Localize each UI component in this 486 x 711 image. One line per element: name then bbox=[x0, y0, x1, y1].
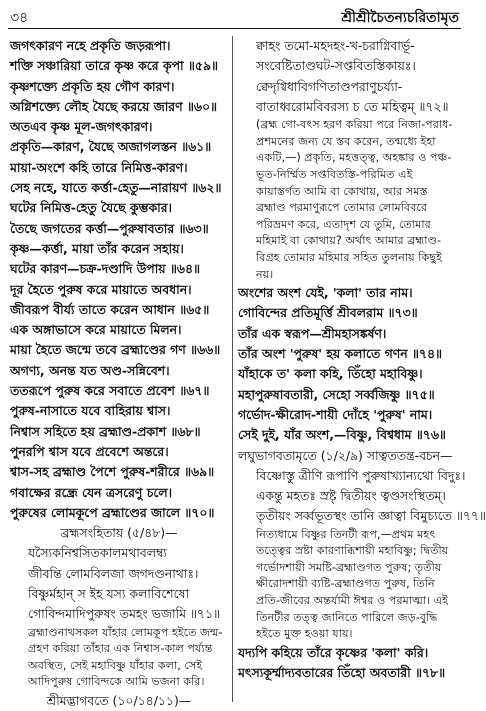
verse-line: তাঁর এক স্বরূপ—শ্রীমহাসঙ্কর্ষণ। bbox=[238, 325, 387, 341]
commentary-paragraph: ব্রহ্মাণ্ডনাথসকল যাঁহার লোমকূপ হইতে জন্ম-গ্রহণ করিয়া তাঁহার এক নিশ্বাস-কাল পর্য্যন্ত অবস্থিত, সেই মহাবিষ্ণু যাঁহার কলা, সেই আদিপুরুষ গোবিন্দকে আমি ভজনা করি। bbox=[28, 625, 223, 689]
verse-line: অগ্নিশক্ত্যে লৌহ যৈছে করয়ে জারণ ॥৬০॥ bbox=[10, 98, 218, 114]
quotation-line: তৃতীয়ং সর্ব্বভূতস্থং তানি জ্ঞাত্বা বিমুচ্যতে ॥৭৭॥ bbox=[256, 508, 486, 524]
verse-line: কৃষ্ণ—কর্ত্তা, মায়া তাঁর করেন সহায়। bbox=[10, 240, 184, 256]
verse-line: অংশের অংশ যেই, 'কলা' তার নাম। bbox=[238, 285, 413, 301]
verse-line: পুনরপি শ্বাস যবে প্রবেশে অন্তরে। bbox=[10, 443, 169, 459]
verse-line: সেই দুই, যাঁর অংশ,—বিষ্ণু, বিশ্বধাম ॥৭৬॥ bbox=[238, 427, 446, 443]
column-divider bbox=[232, 36, 233, 702]
verse-line: সেহ নহে, যাতে কর্ত্তা-হেতু—নারায়ণ ॥৬২॥ bbox=[10, 180, 222, 196]
quotation-line: যস্যৈকনিশ্বসিতকালমথাবলম্ব্য bbox=[28, 545, 167, 561]
verse-line: শ্বাস-সহ ব্রহ্মাণ্ড পৈশে পুরুষ-শরীরে ॥৬৯॥ bbox=[10, 464, 215, 480]
quotation-line: জীবন্তি লোমবিলজা জগদণ্ডনাথাঃ। bbox=[28, 565, 199, 581]
page-number: ৩৪ bbox=[10, 10, 29, 26]
verse-line: ঘটের নিমিত্ত-হেতু যৈছে কুম্ভকার। bbox=[10, 200, 172, 216]
verse-line: ঘটের কারণ—চক্র-দণ্ডাদি উপায় ॥৬৪॥ bbox=[10, 261, 201, 277]
verse-line: মহাপুরুষাবতারী, সেহো সর্ব্বজিষ্ণু ॥৭৫॥ bbox=[238, 386, 435, 402]
verse-line: নিশ্বাস সহিতে হয় ব্রহ্মাণ্ড-প্রকাশ ॥৬৮॥ bbox=[10, 423, 201, 439]
verse-line: যদ্যপি কহিয়ে তাঁরে কৃষ্ণের 'কলা' করি। bbox=[238, 644, 429, 660]
verse-line: দূর হৈতে পুরুষ করে মায়াতে অবধান। bbox=[10, 281, 192, 297]
verse-line: মৎস্যকূর্ম্মাদ্যবতারের তিঁহো অবতারী ॥৭৮॥ bbox=[238, 665, 446, 681]
verse-line: পুরুষ-নাসাতে যবে বাহিরায় শ্বাস। bbox=[10, 403, 171, 419]
verse-line: পুরুষের লোমকূপে ব্রহ্মাণ্ডের জালে ॥৭০॥ bbox=[10, 504, 215, 520]
header-rule bbox=[8, 28, 461, 29]
verse-line: ততরূপে পুরুষ করে সবাতে প্রবেশ ॥৬৭॥ bbox=[10, 383, 210, 399]
verse-line: জগৎকারণ নহে প্রকৃতি জড়রূপা। bbox=[10, 38, 171, 53]
verse-line: গর্ভোদ-ক্ষীরোদ-শায়ী দোঁহে 'পুরুষ' নাম। bbox=[238, 406, 433, 422]
verse-line: প্রকৃতি—কারণ, যৈছে অজাগলস্তন ॥৬১॥ bbox=[10, 139, 212, 155]
quotation-line: বিষ্ণুর্মহান্ স ইহ যস্য কলাবিশেষো bbox=[28, 586, 190, 602]
verse-line: শক্তি সঞ্চারিয়া তারে কৃষ্ণ করে কৃপা ॥৫৯॥ bbox=[10, 58, 219, 74]
quotation-line: বাতাধ্বরোমবিবরস্য চ তে মহিত্বম্ ॥৭২॥ bbox=[256, 98, 449, 114]
verse-line: জীবরূপ বীর্য্য তাতে করেন আধান ॥৬৫॥ bbox=[10, 301, 210, 317]
verse-line: গোবিন্দের প্রতিমূর্ত্তি শ্রীবলরাম ॥৭৩॥ bbox=[238, 305, 418, 321]
verse-line: তৈছে জগতের কর্ত্তা—পুরুষাবতার ॥৬৩॥ bbox=[10, 220, 209, 236]
running-title: শ্রীশ্রীচৈতন্যচরিতামৃত bbox=[341, 10, 459, 26]
left-column bbox=[10, 36, 228, 711]
quotation-line: গোবিন্দমাদিপুরুষং তমহং ভজামি ॥৭১॥ bbox=[28, 606, 221, 622]
verse-line: যাঁহাকে ত' কলা কহি, তিঁহো মহাবিষ্ণু। bbox=[238, 366, 423, 382]
verse-line: কৃষ্ণশক্ত্যে প্রকৃতি হয় গৌণ কারণ। bbox=[10, 78, 175, 94]
quotation-line: ক্বাহং তমো-মহদহং-খ-চরাগ্নিবার্ভূ- bbox=[256, 38, 415, 53]
verse-line: মায়া হৈতে জন্মে তবে ব্রহ্মাণ্ডের গণ ॥৬৬॥ bbox=[10, 342, 221, 358]
verse-line: অতএব কৃষ্ণ মূল-জগৎকারণ। bbox=[10, 119, 153, 135]
right-column bbox=[238, 36, 486, 683]
verse-line: গবাক্ষের রন্ধ্রে যেন ত্রসরেণু চলে। bbox=[10, 484, 173, 500]
verse-line: তাঁর অংশ 'পুরুষ' হয় কলাতে গণন ॥৭৪॥ bbox=[238, 346, 443, 362]
quotation-line: ব্রহ্মসংহিতায় (৫/৪৮)— bbox=[60, 525, 178, 541]
quotation-line: বিষ্ণোস্তু ত্রীণি রূপাণি পুরুষাখ্যান্যথো বিদুঃ। bbox=[256, 467, 466, 483]
verse-line: মায়া-অংশে কহি তারে নিমিত্ত-কারণ। bbox=[10, 159, 188, 175]
quotation-line: ক্বেদৃগ্বিধাবিগণিতাণ্ডপরাণুচর্য্যা- bbox=[256, 78, 403, 94]
verse-line: এক অঙ্গাভাসে করে মায়াতে মিলন। bbox=[10, 322, 182, 338]
quotation-line: শ্রীমদ্ভাগবতে (১০/১৪/১১)— bbox=[46, 692, 192, 708]
running-header bbox=[10, 6, 459, 26]
quotation-line: একন্তু মহতঃ স্রষ্টৃ দ্বিতীয়ং ত্বণ্ডসংস্থিতম্। bbox=[256, 488, 446, 504]
quotation-line: লঘুভাগবতামৃতে (১/২/৯) সাত্বততন্ত্র-বচন— bbox=[238, 447, 453, 463]
commentary-paragraph: (ব্রহ্ম গো-বৎস হরণ করিয়া পরে নিজা-পরাধ-প্রশমনের জন্য যে স্তব করেন, তন্মধ্যে ইহা একটি,—) প্রকৃতি, মহত্তত্ত্ব, অহঙ্কার ও পঞ্চ-ভূত-নির্ম্মিত সপ্তবিতস্তি-পরিমিত এই কায়াস্তর্গত আমি বা কোথায়, আর সমস্ত ব্রহ্মাণ্ড পরমাণুরূপে তোমার লোমবিবরে পরিভ্রমণ করে, এতাদৃশ যে তুমি, তোমার মহিমাই বা কোথায়? অর্থাৎ আমার ব্রহ্মাণ্ড-বিগ্রহ তোমার মহিমার সহিত তুলনায় কিছুই নয়। bbox=[256, 118, 453, 281]
commentary-paragraph: নিত্যধামে বিষ্ণুর তিনটী রূপ,—প্রথম মহৎ তত্ত্বের স্রষ্টা কারণাব্ধিশায়ী মহাবিষ্ণু; দ্বিতীয় গর্ভোদশায়ী সমষ্টি-ব্রহ্মাণ্ডগত পুরুষ; তৃতীয় ক্ষীরোদশায়ী ব্যষ্টি-ব্রহ্মাণ্ডগত পুরুষ, তিনি প্রতি-জীবের অন্তর্যামী ঈশ্বর ও পরমাত্মা। এই তিনটীর তত্ত্ব জানিতে পারিলে জড়-বুদ্ধি হইতে মুক্ত হওয়া যায়। bbox=[256, 527, 449, 641]
verse-line: অগণ্য, অনন্ত যত অণ্ড-সন্নিবেশ। bbox=[10, 362, 170, 378]
quotation-line: সংবেষ্টিতাণ্ডঘট-সপ্তবিতস্তিকায়ঃ। bbox=[256, 58, 416, 74]
